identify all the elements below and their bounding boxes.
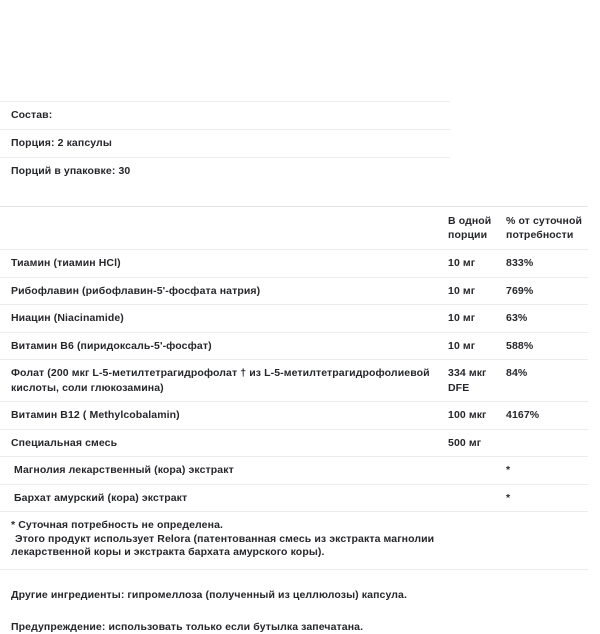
row-daily-value: 769% — [506, 284, 534, 297]
footnote-daily-value-note: * Суточная потребность не определена. — [11, 519, 224, 531]
table-row — [0, 277, 588, 305]
row-nutrient-name: Магнолия лекарственный (кора) экстракт — [14, 464, 234, 476]
table-row — [0, 456, 588, 484]
footnote-block — [0, 511, 588, 570]
intro-table-spacer — [0, 185, 600, 206]
table-row — [0, 359, 588, 401]
row-amount: 500 мг — [448, 436, 482, 449]
intro-text: Порция: 2 капсулы — [11, 137, 112, 149]
row-nutrient-name: Ниацин (Niacinamide) — [11, 312, 124, 324]
row-nutrient-name: Бархат амурский (кора) экстракт — [14, 491, 188, 504]
row-daily-value: 4167% — [506, 409, 540, 421]
row-amount: 334 мкг DFE — [448, 367, 487, 394]
row-amount: 10 мг — [448, 257, 476, 269]
row-nutrient-name: Витамин B6 (пиридоксаль-5'-фосфат) — [11, 339, 212, 352]
row-nutrient-name: Рибофлавин (рибофлавин-5'-фосфата натрия) — [11, 284, 261, 297]
row-daily-value: 833% — [506, 257, 534, 269]
header-daily-value: % от суточной потребности — [506, 215, 583, 241]
intro-row-serving-size — [0, 129, 600, 157]
nutrition-facts-table — [0, 206, 588, 511]
intro-block — [0, 101, 600, 185]
table-row — [0, 249, 588, 277]
row-daily-value: * — [506, 491, 511, 504]
table-row — [0, 332, 588, 360]
row-nutrient-name: Фолат (200 мкг L-5-метилтетрагидрофолат † из L-5-метилтетрагидрофолиевой кислоты, соли глюкозамина) — [11, 367, 430, 394]
row-nutrient-name: Витамин B12 ( Methylcobalamin) — [11, 409, 180, 421]
table-row — [0, 401, 588, 429]
table-row — [0, 429, 588, 457]
intro-text: Порций в упаковке: 30 — [11, 165, 131, 177]
row-daily-value: * — [506, 464, 511, 476]
intro-text: Состав: — [11, 109, 53, 121]
row-daily-value: 63% — [506, 312, 528, 324]
warning-note: Предупреждение: использовать только если бутылка запечатана. — [11, 620, 364, 633]
table-header-row — [0, 206, 588, 249]
row-nutrient-name: Специальная смесь — [11, 436, 118, 449]
row-amount: 10 мг — [448, 284, 476, 297]
row-amount: 10 мг — [448, 339, 476, 352]
row-daily-value: 588% — [506, 339, 534, 352]
intro-row-servings-per-container — [0, 157, 600, 185]
table-row — [0, 304, 588, 332]
header-amount-per-serving: В одной порции — [448, 215, 492, 241]
row-amount: 10 мг — [448, 312, 476, 324]
row-daily-value: 84% — [506, 367, 528, 379]
footnote-relora-note-line1: Этого продукт использует Relora (патентованная смесь из экстракта магнолии — [15, 532, 435, 545]
row-amount: 100 мкг — [448, 409, 487, 421]
intro-row-composition — [0, 101, 600, 129]
footnote-relora-note-line2: лекарственной коры и экстракта бархата амурского коры). — [11, 546, 325, 558]
other-ingredients-note: Другие ингредиенты: гипромеллоза (полученный из целлюлозы) капсула. — [11, 588, 407, 601]
row-nutrient-name: Тиамин (тиамин HCl) — [11, 257, 121, 269]
supplement-facts-panel — [0, 101, 600, 634]
table-row — [0, 484, 588, 512]
